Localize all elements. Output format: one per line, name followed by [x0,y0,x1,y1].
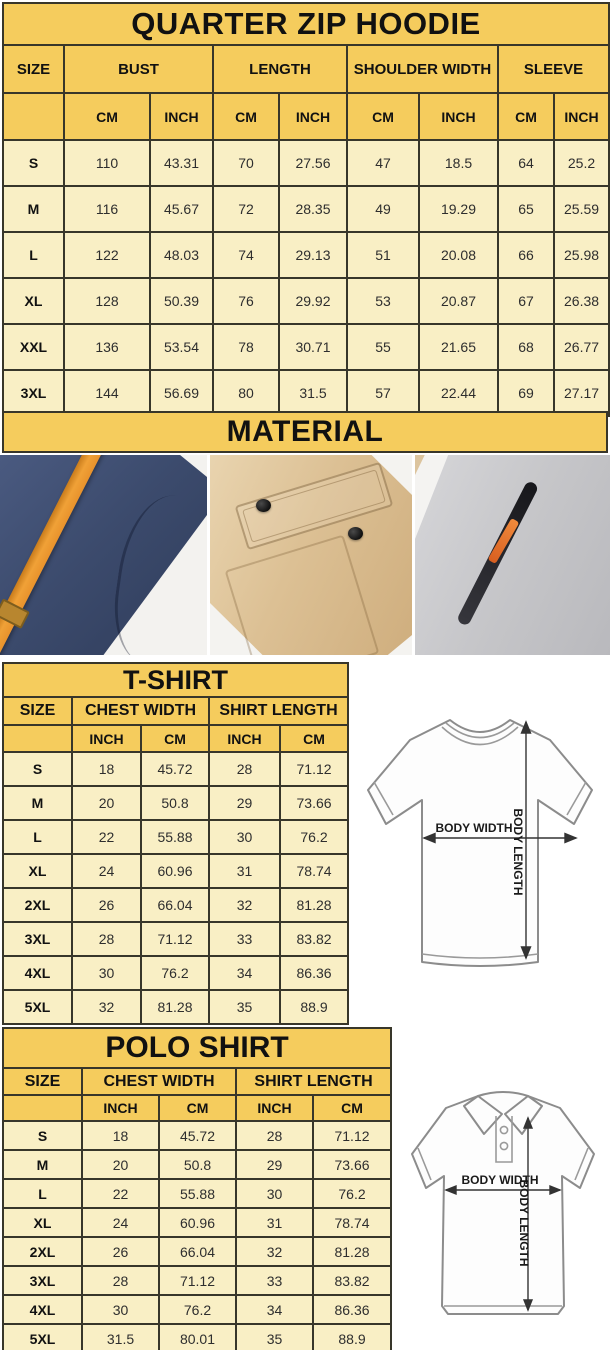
value-cell: 83.82 [313,1266,391,1295]
value-cell: 29.92 [279,278,347,324]
tshirt-table-title: T-SHIRT [3,663,348,697]
unit-header: CM [347,93,419,140]
value-cell: 57 [347,370,419,416]
value-cell: 76 [213,278,279,324]
value-cell: 66.04 [141,888,209,922]
strap-buckle [0,598,30,629]
unit-header: INCH [279,93,347,140]
value-cell: 69 [498,370,554,416]
value-cell: 32 [72,990,141,1024]
value-cell: 22 [72,820,141,854]
value-cell: 71.12 [313,1121,391,1150]
value-cell: 22.44 [419,370,498,416]
value-cell: 76.2 [141,956,209,990]
table-row [3,752,348,786]
pocket-body [225,535,380,655]
polo-size-table [2,1027,392,1350]
table-row [3,324,609,370]
size-cell: S [3,140,64,186]
value-cell: 18.5 [419,140,498,186]
value-cell: 88.9 [280,990,348,1024]
material-photo-gray-zipper [415,455,610,655]
size-cell: M [3,186,64,232]
value-cell: 128 [64,278,150,324]
value-cell: 144 [64,370,150,416]
unit-header: INCH [72,725,141,752]
table-row [3,1028,391,1068]
column-group-header: CHEST WIDTH [82,1068,236,1095]
value-cell: 20.08 [419,232,498,278]
value-cell: 48.03 [150,232,213,278]
snap-button [256,499,271,512]
value-cell: 24 [82,1208,159,1237]
column-group-header: SHOULDER WIDTH [347,45,498,93]
size-cell: L [3,232,64,278]
body-width-label: BODY WIDTH [461,1173,539,1187]
value-cell: 76.2 [280,820,348,854]
value-cell: 31.5 [279,370,347,416]
table-row [3,3,609,45]
value-cell: 31.5 [82,1324,159,1350]
hoodie-table-title: QUARTER ZIP HOODIE [3,3,609,45]
size-cell: XL [3,854,72,888]
value-cell: 80.01 [159,1324,236,1350]
table-row [3,186,609,232]
value-cell: 76.2 [313,1179,391,1208]
size-cell: 3XL [3,370,64,416]
table-row [3,278,609,324]
value-cell: 60.96 [159,1208,236,1237]
size-cell: M [3,786,72,820]
value-cell: 22 [82,1179,159,1208]
value-cell: 29 [236,1150,313,1179]
size-cell: S [3,1121,82,1150]
material-photo-khaki-pocket [210,455,412,655]
unit-header: INCH [82,1095,159,1121]
size-cell: 2XL [3,888,72,922]
empty-cell [3,1095,82,1121]
size-cell: 4XL [3,1295,82,1324]
value-cell: 30.71 [279,324,347,370]
value-cell: 28 [236,1121,313,1150]
material-section-title: MATERIAL [2,411,608,453]
value-cell: 88.9 [313,1324,391,1350]
value-cell: 28 [72,922,141,956]
table-row [3,1095,391,1121]
background-wedge [415,455,610,655]
size-header: SIZE [3,1068,82,1095]
value-cell: 50.8 [159,1150,236,1179]
value-cell: 110 [64,140,150,186]
value-cell: 45.67 [150,186,213,232]
table-row [3,956,348,990]
pocket-seam [107,489,207,655]
value-cell: 122 [64,232,150,278]
value-cell: 31 [209,854,280,888]
value-cell: 67 [498,278,554,324]
value-cell: 55 [347,324,419,370]
value-cell: 73.66 [313,1150,391,1179]
unit-header: INCH [150,93,213,140]
size-cell: 4XL [3,956,72,990]
value-cell: 30 [209,820,280,854]
value-cell: 74 [213,232,279,278]
polo-measurement-diagram [398,1068,608,1346]
unit-header: CM [498,93,554,140]
value-cell: 34 [209,956,280,990]
value-cell: 33 [209,922,280,956]
value-cell: 66 [498,232,554,278]
value-cell: 51 [347,232,419,278]
size-cell: L [3,820,72,854]
value-cell: 70 [213,140,279,186]
table-row [3,1266,391,1295]
table-row [3,888,348,922]
value-cell: 35 [236,1324,313,1350]
value-cell: 71.12 [159,1266,236,1295]
tshirt-measurement-diagram [352,692,608,1008]
column-group-header: SHIRT LENGTH [236,1068,391,1095]
tshirt-outline [368,720,592,966]
table-row [3,1324,391,1350]
polo-drawing [398,1068,608,1346]
value-cell: 27.56 [279,140,347,186]
table-row [3,663,348,697]
value-cell: 56.69 [150,370,213,416]
value-cell: 53.54 [150,324,213,370]
value-cell: 26 [72,888,141,922]
size-cell: S [3,752,72,786]
table-row [3,725,348,752]
value-cell: 73.66 [280,786,348,820]
size-cell: 2XL [3,1237,82,1266]
value-cell: 136 [64,324,150,370]
value-cell: 29 [209,786,280,820]
value-cell: 64 [498,140,554,186]
unit-header: INCH [419,93,498,140]
value-cell: 68 [498,324,554,370]
table-row [3,140,609,186]
body-width-label: BODY WIDTH [435,821,513,835]
snap-button [348,527,363,540]
table-row [3,1068,391,1095]
table-row [3,370,609,416]
value-cell: 65 [498,186,554,232]
value-cell: 30 [236,1179,313,1208]
value-cell: 80 [213,370,279,416]
value-cell: 29.13 [279,232,347,278]
size-cell: XXL [3,324,64,370]
table-row [3,1150,391,1179]
value-cell: 45.72 [141,752,209,786]
column-group-header: SLEEVE [498,45,609,93]
value-cell: 32 [236,1237,313,1266]
value-cell: 53 [347,278,419,324]
value-cell: 116 [64,186,150,232]
size-cell: 5XL [3,990,72,1024]
table-row [3,786,348,820]
size-cell: XL [3,278,64,324]
value-cell: 50.39 [150,278,213,324]
background-sliver [415,455,610,655]
value-cell: 50.8 [141,786,209,820]
value-cell: 28 [82,1266,159,1295]
value-cell: 27.17 [554,370,609,416]
value-cell: 30 [82,1295,159,1324]
value-cell: 81.28 [313,1237,391,1266]
value-cell: 78.74 [280,854,348,888]
value-cell: 31 [236,1208,313,1237]
unit-header: CM [313,1095,391,1121]
value-cell: 25.2 [554,140,609,186]
table-row [3,93,609,140]
material-photo-navy-strap [0,455,207,655]
table-row [3,820,348,854]
value-cell: 19.29 [419,186,498,232]
unit-header: CM [141,725,209,752]
unit-header: CM [280,725,348,752]
value-cell: 18 [72,752,141,786]
body-length-label: BODY LENGTH [517,1179,531,1267]
size-header: SIZE [3,45,64,93]
size-cell: 3XL [3,1266,82,1295]
unit-header: CM [64,93,150,140]
value-cell: 28 [209,752,280,786]
empty-cell [3,725,72,752]
polo-table-title: POLO SHIRT [3,1028,391,1068]
unit-header: INCH [554,93,609,140]
table-row [3,990,348,1024]
value-cell: 32 [209,888,280,922]
size-cell: XL [3,1208,82,1237]
value-cell: 33 [236,1266,313,1295]
value-cell: 26 [82,1237,159,1266]
empty-cell [3,93,64,140]
size-cell: L [3,1179,82,1208]
value-cell: 47 [347,140,419,186]
value-cell: 34 [236,1295,313,1324]
table-row [3,1208,391,1237]
table-row [3,45,609,93]
value-cell: 35 [209,990,280,1024]
value-cell: 55.88 [141,820,209,854]
orange-strap [0,455,108,655]
unit-header: CM [159,1095,236,1121]
unit-header: CM [213,93,279,140]
value-cell: 71.12 [141,922,209,956]
tshirt-drawing [352,692,608,1008]
polo-outline [412,1092,594,1314]
value-cell: 86.36 [313,1295,391,1324]
value-cell: 26.77 [554,324,609,370]
value-cell: 25.98 [554,232,609,278]
value-cell: 20 [72,786,141,820]
value-cell: 18 [82,1121,159,1150]
value-cell: 21.65 [419,324,498,370]
size-cell: 5XL [3,1324,82,1350]
size-cell: 3XL [3,922,72,956]
value-cell: 49 [347,186,419,232]
value-cell: 43.31 [150,140,213,186]
value-cell: 78 [213,324,279,370]
table-row [3,1237,391,1266]
unit-header: INCH [236,1095,313,1121]
tshirt-size-table [2,662,349,1025]
value-cell: 81.28 [141,990,209,1024]
table-row [3,922,348,956]
value-cell: 20 [82,1150,159,1179]
value-cell: 55.88 [159,1179,236,1208]
column-group-header: LENGTH [213,45,347,93]
table-row [3,1295,391,1324]
table-row [3,1121,391,1150]
hoodie-size-table [2,2,610,417]
value-cell: 26.38 [554,278,609,324]
value-cell: 30 [72,956,141,990]
column-group-header: CHEST WIDTH [72,697,209,725]
value-cell: 66.04 [159,1237,236,1266]
value-cell: 78.74 [313,1208,391,1237]
value-cell: 72 [213,186,279,232]
body-length-label: BODY LENGTH [511,808,525,896]
table-row [3,854,348,888]
value-cell: 28.35 [279,186,347,232]
value-cell: 25.59 [554,186,609,232]
value-cell: 86.36 [280,956,348,990]
table-row [3,697,348,725]
value-cell: 81.28 [280,888,348,922]
value-cell: 76.2 [159,1295,236,1324]
table-row [3,1179,391,1208]
unit-header: INCH [209,725,280,752]
table-row [3,232,609,278]
column-group-header: BUST [64,45,213,93]
value-cell: 20.87 [419,278,498,324]
column-group-header: SHIRT LENGTH [209,697,348,725]
value-cell: 60.96 [141,854,209,888]
value-cell: 71.12 [280,752,348,786]
value-cell: 45.72 [159,1121,236,1150]
size-cell: M [3,1150,82,1179]
size-header: SIZE [3,697,72,725]
value-cell: 83.82 [280,922,348,956]
value-cell: 24 [72,854,141,888]
